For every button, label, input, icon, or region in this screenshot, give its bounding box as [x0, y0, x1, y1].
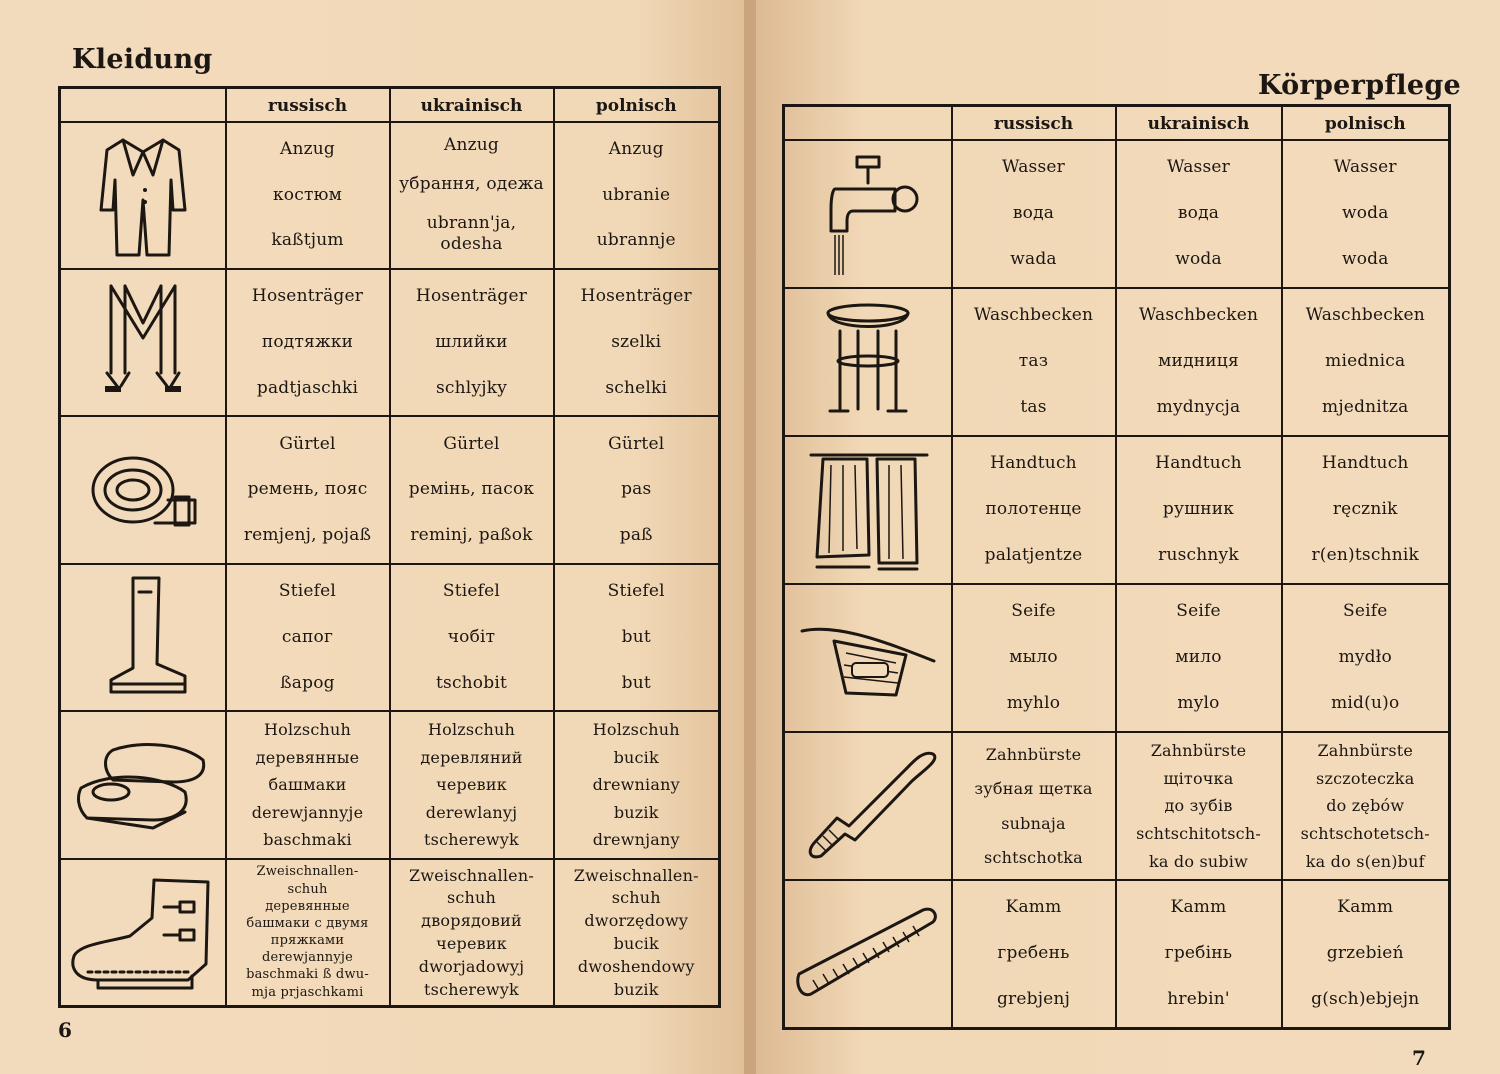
word-line: ruschnyk	[1158, 545, 1239, 566]
cell-russisch	[952, 288, 1116, 436]
book-gutter	[744, 0, 756, 1074]
word-line: schuh	[287, 881, 328, 897]
word-line: Kamm	[1337, 897, 1394, 918]
word-line: чобіт	[447, 626, 496, 647]
header-russisch: russisch	[952, 106, 1116, 140]
word-line: palatjentze	[984, 545, 1083, 566]
word-line: bucik	[613, 747, 659, 767]
word-line: Handtuch	[1155, 453, 1242, 474]
word-line: башмаки	[268, 775, 347, 795]
cell-polnisch	[554, 564, 720, 711]
word-line: деревянные	[255, 747, 360, 767]
cell-russisch	[226, 416, 390, 563]
word-line: Gürtel	[608, 433, 665, 454]
table-row	[60, 711, 720, 858]
word-line: ßapog	[280, 672, 335, 693]
cell-russisch	[226, 564, 390, 711]
word-line: башмаки с двумя	[246, 915, 369, 931]
left-page-title: Kleidung	[72, 44, 213, 75]
word-line: bucik	[613, 934, 659, 954]
word-line: Zweischnallen-	[573, 865, 699, 885]
word-line: tscherewyk	[424, 830, 519, 850]
word-line: schlyjky	[435, 377, 507, 398]
word-line: костюм	[272, 184, 342, 205]
word-line: miednica	[1325, 351, 1406, 372]
cell-ukrainisch	[1116, 140, 1282, 288]
word-line: schtschotetsch-	[1300, 823, 1430, 843]
word-line: сапог	[281, 626, 334, 647]
word-line: ręcznik	[1332, 499, 1398, 520]
word-line: ubranie	[602, 184, 671, 205]
cell-polnisch	[554, 859, 720, 1007]
table-row	[60, 416, 720, 563]
word-line: dworjadowyj	[418, 957, 525, 977]
word-line: derewlanyj	[425, 802, 518, 822]
cell-polnisch	[1282, 140, 1450, 288]
word-line: мидниця	[1158, 351, 1239, 372]
right-page-title: Körperpflege	[1258, 70, 1461, 101]
word-line: деревянные	[265, 898, 350, 914]
word-line: szczoteczka	[1316, 768, 1415, 788]
word-line: гребінь	[1164, 943, 1233, 964]
word-line: Wasser	[1333, 157, 1397, 178]
word-line: remjenj, pojaß	[243, 525, 372, 546]
belt-icon	[60, 416, 226, 563]
cell-ukrainisch	[390, 122, 554, 269]
word-line: ka do s(en)buf	[1305, 851, 1425, 871]
word-line: ремінь, пасок	[408, 479, 535, 500]
cell-ukrainisch	[390, 416, 554, 563]
header-polnisch: polnisch	[554, 88, 720, 122]
word-line: tschobit	[435, 672, 507, 693]
cell-polnisch	[554, 269, 720, 416]
table-row	[60, 564, 720, 711]
word-line: mja prjaschkami	[251, 984, 364, 1000]
cell-russisch	[226, 122, 390, 269]
word-line: schtschitotsch-	[1136, 823, 1261, 843]
header-picture	[784, 106, 952, 140]
cell-ukrainisch	[390, 711, 554, 858]
word-line: убрання, одежа	[399, 174, 544, 195]
word-line: черевик	[436, 775, 507, 795]
cell-russisch	[952, 880, 1116, 1029]
word-line: grebjenj	[996, 989, 1071, 1010]
word-line: Zahnbürste	[985, 744, 1082, 764]
cell-russisch	[952, 436, 1116, 584]
table-row	[784, 880, 1450, 1029]
table-row	[784, 732, 1450, 880]
table-row	[784, 436, 1450, 584]
word-line: drewnjany	[592, 830, 680, 850]
suspenders-icon	[60, 269, 226, 416]
cell-polnisch	[554, 416, 720, 563]
word-line: ремень, пояс	[247, 479, 368, 500]
word-line: Zweischnallen-	[256, 864, 359, 880]
word-line: Anzug	[608, 138, 664, 159]
cell-polnisch	[1282, 288, 1450, 436]
header-ukrainisch: ukrainisch	[1116, 106, 1282, 140]
word-line: do zębów	[1326, 796, 1405, 816]
cell-ukrainisch	[1116, 880, 1282, 1029]
cell-russisch	[226, 711, 390, 858]
cell-ukrainisch	[1116, 436, 1282, 584]
word-line: ubrann'ja, odesha	[426, 212, 517, 254]
word-line: Seife	[1011, 601, 1056, 622]
word-line: Hosenträger	[415, 286, 528, 307]
word-line: Waschbecken	[973, 305, 1094, 326]
table-header-row	[60, 88, 720, 122]
word-line: вода	[1012, 203, 1055, 224]
table-row	[784, 140, 1450, 288]
washbasin-icon	[784, 288, 952, 436]
header-polnisch: polnisch	[1282, 106, 1450, 140]
cell-ukrainisch	[1116, 288, 1282, 436]
word-line: Waschbecken	[1305, 305, 1425, 326]
word-line: Anzug	[279, 138, 335, 159]
word-line: гребень	[997, 943, 1070, 964]
word-line: Zweischnallen-	[409, 865, 534, 885]
word-line: Waschbecken	[1138, 305, 1259, 326]
word-line: черевик	[436, 934, 507, 954]
word-line: reminj, paßok	[410, 525, 533, 546]
word-line: Stiefel	[442, 581, 501, 602]
word-line: Zahnbürste	[1150, 741, 1247, 761]
boot-icon	[60, 564, 226, 711]
word-line: Holzschuh	[263, 720, 352, 740]
word-line: kaßtjum	[271, 230, 344, 251]
word-line: paß	[619, 525, 653, 546]
word-line: ka do subiw	[1148, 851, 1249, 871]
toothbrush-icon	[784, 732, 952, 880]
word-line: зубная щетка	[974, 779, 1093, 799]
table-row	[60, 122, 720, 269]
word-line: myhlo	[1006, 693, 1061, 714]
word-line: woda	[1341, 249, 1389, 270]
word-line: подтяжки	[261, 332, 354, 353]
header-russisch: russisch	[226, 88, 390, 122]
cell-polnisch	[554, 711, 720, 858]
word-line: Gürtel	[443, 433, 500, 454]
word-line: Handtuch	[990, 453, 1077, 474]
cell-ukrainisch	[390, 859, 554, 1007]
cell-polnisch	[1282, 732, 1450, 880]
header-ukrainisch: ukrainisch	[390, 88, 554, 122]
table-row	[784, 288, 1450, 436]
word-line: schtschotka	[984, 848, 1083, 868]
word-line: мило	[1175, 647, 1222, 668]
word-line: mydnycja	[1156, 397, 1241, 418]
word-line: mjednitza	[1322, 397, 1409, 418]
word-line: Stiefel	[607, 581, 665, 602]
word-line: мыло	[1009, 647, 1058, 668]
word-line: hrebin'	[1167, 989, 1230, 1010]
word-line: до зубів	[1164, 796, 1233, 816]
word-line: padtjaschki	[256, 377, 359, 398]
word-line: рушник	[1162, 499, 1235, 520]
word-line: Anzug	[443, 135, 499, 156]
word-line: шлийки	[435, 332, 508, 353]
word-line: derewjannyje	[251, 802, 364, 822]
word-line: but	[621, 626, 651, 647]
clogs-icon	[60, 711, 226, 858]
word-line: tas	[1020, 397, 1047, 418]
towels-icon	[784, 436, 952, 584]
word-line: дворядовий	[421, 911, 522, 931]
word-line: mylo	[1177, 693, 1220, 714]
table-header-row	[784, 106, 1450, 140]
word-line: Hosenträger	[580, 286, 692, 307]
word-line: grzebień	[1326, 943, 1404, 964]
word-line: mid(u)o	[1331, 693, 1400, 714]
cell-ukrainisch	[1116, 584, 1282, 732]
cell-russisch	[952, 140, 1116, 288]
word-line: szelki	[611, 332, 662, 353]
cell-ukrainisch	[1116, 732, 1282, 880]
suit-icon	[60, 122, 226, 269]
word-line: pas	[621, 479, 652, 500]
left-page-number: 6	[58, 1018, 72, 1042]
left-vocab-table	[58, 86, 721, 1008]
word-line: wada	[1010, 249, 1057, 270]
word-line: Holzschuh	[427, 720, 516, 740]
cell-polnisch	[1282, 880, 1450, 1029]
word-line: Wasser	[1167, 157, 1230, 178]
word-line: tscherewyk	[424, 979, 519, 999]
cell-ukrainisch	[390, 564, 554, 711]
word-line: woda	[1175, 249, 1222, 270]
word-line: Hosenträger	[251, 286, 364, 307]
word-line: Stiefel	[278, 581, 337, 602]
word-line: r(en)tschnik	[1311, 545, 1419, 566]
word-line: but	[621, 672, 651, 693]
cell-polnisch	[1282, 584, 1450, 732]
word-line: drewniany	[592, 775, 680, 795]
table-row	[60, 859, 720, 1007]
right-vocab-table	[782, 104, 1451, 1030]
word-line: Seife	[1176, 601, 1221, 622]
word-line: Seife	[1343, 601, 1388, 622]
cell-russisch	[952, 584, 1116, 732]
header-picture	[60, 88, 226, 122]
cell-russisch	[952, 732, 1116, 880]
word-line: dworzędowy	[584, 911, 689, 931]
table-row	[784, 584, 1450, 732]
cell-polnisch	[1282, 436, 1450, 584]
soap-dish-icon	[784, 584, 952, 732]
word-line: Wasser	[1002, 157, 1065, 178]
word-line: Gürtel	[279, 433, 336, 454]
word-line: baschmaki	[263, 830, 352, 850]
word-line: schuh	[446, 888, 497, 908]
word-line: g(sch)ebjejn	[1311, 989, 1420, 1010]
word-line: Kamm	[1170, 897, 1227, 918]
cell-ukrainisch	[390, 269, 554, 416]
cell-russisch	[226, 269, 390, 416]
word-line: woda	[1341, 203, 1389, 224]
word-line: вода	[1177, 203, 1220, 224]
word-line: schelki	[605, 377, 668, 398]
word-line: Kamm	[1005, 897, 1062, 918]
word-line: mydło	[1338, 647, 1392, 668]
word-line: derewjannyje	[261, 950, 354, 966]
word-line: пряжками	[270, 933, 345, 949]
cell-russisch	[226, 859, 390, 1007]
word-line: baschmaki ß dwu-	[246, 967, 369, 983]
table-row	[60, 269, 720, 416]
word-line: buzik	[613, 802, 659, 822]
word-line: schuh	[611, 888, 661, 908]
word-line: ubrannje	[596, 230, 676, 251]
comb-icon	[784, 880, 952, 1029]
word-line: деревляний	[420, 747, 523, 767]
right-page-number: 7	[1412, 1046, 1426, 1070]
word-line: Handtuch	[1321, 453, 1409, 474]
word-line: Holzschuh	[592, 720, 680, 740]
word-line: buzik	[613, 979, 659, 999]
word-line: dwoshendowy	[577, 957, 695, 977]
cell-polnisch	[554, 122, 720, 269]
buckle-shoe-icon	[60, 859, 226, 1007]
word-line: щіточка	[1163, 768, 1234, 788]
word-line: таз	[1018, 351, 1049, 372]
word-line: subnaja	[1001, 813, 1066, 833]
faucet-icon	[784, 140, 952, 288]
word-line: Zahnbürste	[1317, 741, 1414, 761]
word-line: полотенце	[985, 499, 1082, 520]
